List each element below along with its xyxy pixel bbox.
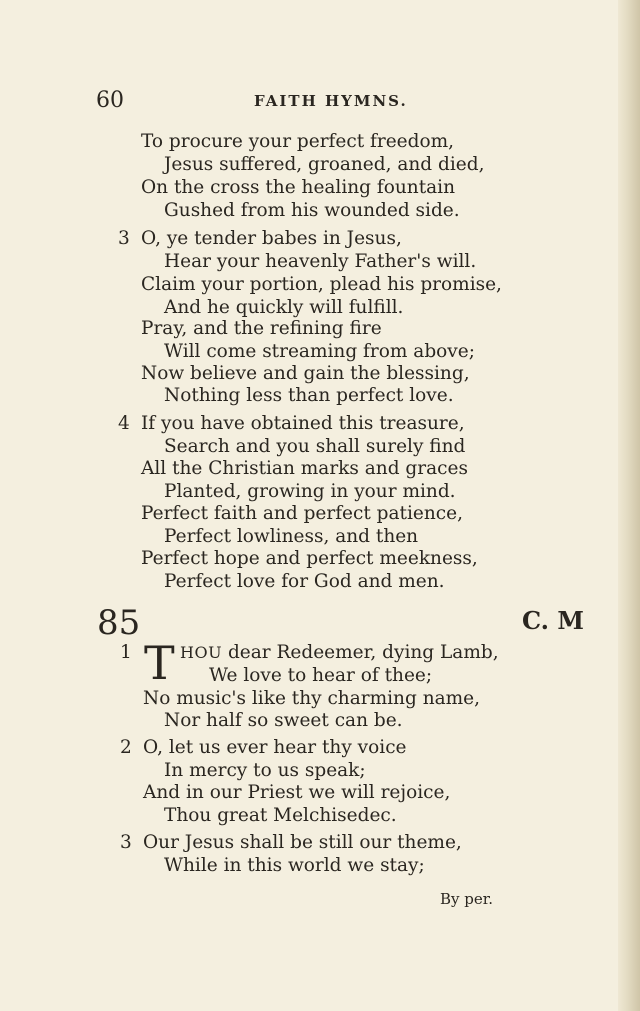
hymn-line: Now believe and gain the blessing, [141, 363, 470, 384]
hymn-line: In mercy to us speak; [164, 760, 366, 781]
hymn-line: Perfect love for God and men. [164, 571, 445, 592]
page-header [96, 88, 536, 118]
hymn-meter: C. M [522, 606, 584, 635]
drop-cap: T [144, 636, 175, 690]
hymn-line: Nothing less than perfect love. [164, 385, 454, 406]
hymn-line: Perfect faith and perfect patience, [141, 503, 463, 524]
hymn-line: Planted, growing in your mind. [164, 481, 456, 502]
running-head: FAITH HYMNS. [254, 92, 408, 110]
page-edge [618, 0, 640, 1011]
hymn-line: Perfect hope and perfect meekness, [141, 548, 478, 569]
hymn-line: Gushed from his wounded side. [164, 200, 460, 221]
hymn-line: O, ye tender babes in Jesus, [141, 228, 402, 249]
hymn-line: Jesus suffered, groaned, and died, [164, 154, 485, 175]
verse-number: 1 [120, 642, 132, 663]
hymn-line: Hear your heavenly Father's will. [164, 251, 477, 272]
copyright-credit: By per. [440, 890, 494, 908]
hymn-line: Nor half so sweet can be. [164, 710, 403, 731]
first-line-rest: dear Redeemer, dying Lamb, [222, 642, 499, 663]
hymn-line: Our Jesus shall be still our theme, [143, 832, 462, 853]
hymn-line: If you have obtained this treasure, [141, 413, 465, 434]
hymn-line: All the Christian marks and graces [141, 458, 468, 479]
hymn-line: To procure your perfect freedom, [141, 131, 455, 152]
hymn-line: Thou great Melchisedec. [164, 805, 397, 826]
hymn-line: On the cross the healing fountain [141, 177, 456, 198]
verse-number: 3 [120, 832, 132, 853]
verse-number: 3 [118, 228, 130, 249]
hymn-line: While in this world we stay; [164, 855, 425, 876]
hymn-line: O, let us ever hear thy voice [143, 737, 407, 758]
hymn-line: Perfect lowliness, and then [164, 526, 419, 547]
hymn-line: We love to hear of thee; [209, 665, 433, 686]
hymn-line: And he quickly will fulfill. [164, 297, 404, 318]
hymn-number: 85 [97, 603, 141, 643]
hymn-line: And in our Priest we will rejoice, [143, 782, 451, 803]
hymn-line: No music's like thy charming name, [143, 688, 481, 709]
hymn-line: Pray, and the refining fire [141, 318, 382, 339]
hymn-line: Search and you shall surely find [164, 436, 466, 457]
page-number: 60 [96, 88, 124, 113]
hymn-line: Will come streaming from above; [164, 341, 475, 362]
verse-number: 4 [118, 413, 130, 434]
small-caps-word: HOU [180, 643, 223, 662]
hymn-first-line [180, 642, 499, 664]
verse-number: 2 [120, 737, 132, 758]
hymn-line: Claim your portion, plead his promise, [141, 274, 502, 295]
